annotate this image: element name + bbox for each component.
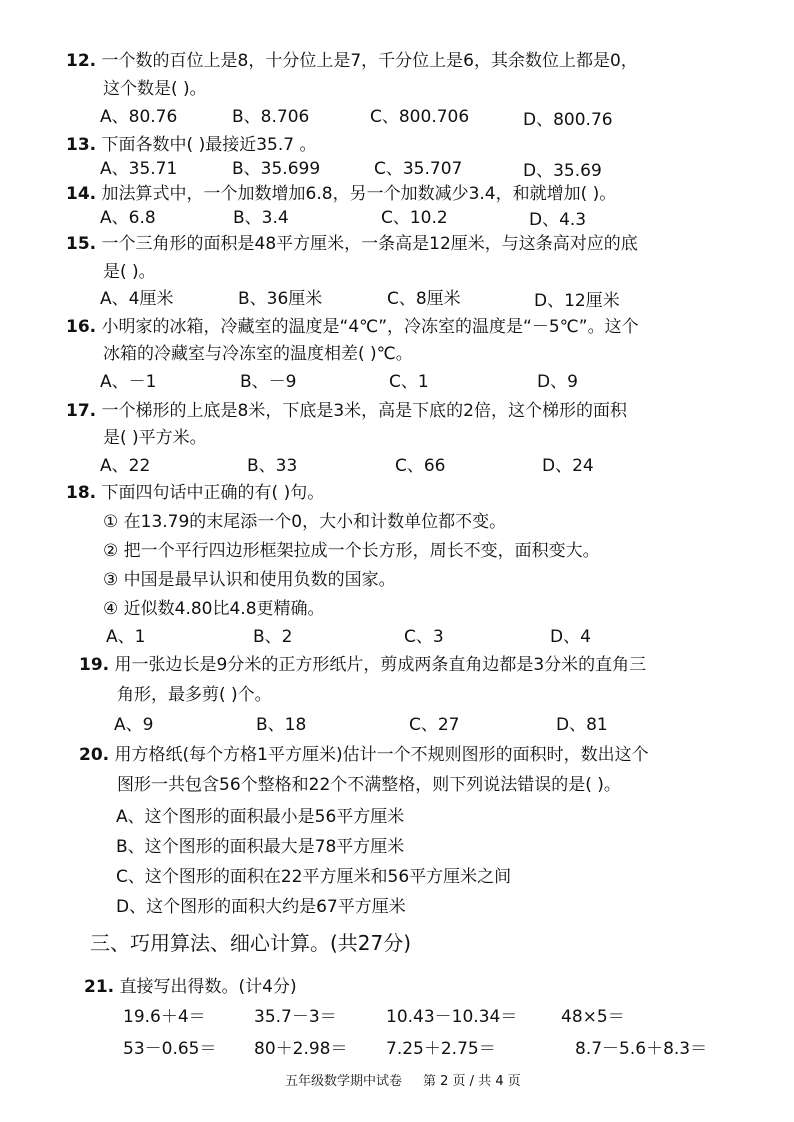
question-19-line-1 bbox=[79, 654, 646, 676]
statement-4: ④ 近似数4.80比4.8更精确。 bbox=[103, 599, 325, 619]
question-text: 用方格纸(每个方格1平方厘米)估计一个不规则图形的面积时，数出这个 bbox=[114, 745, 649, 765]
option-c: C、10.2 bbox=[381, 208, 448, 228]
question-number: 18. bbox=[66, 483, 97, 503]
option-b: B、8.706 bbox=[232, 107, 310, 127]
option-c: C、66 bbox=[395, 456, 446, 476]
footer-exam-name: 五年级数学期中试卷 bbox=[285, 1074, 403, 1089]
question-15-line-2: 是( )。 bbox=[103, 262, 156, 282]
question-text: 加法算式中，一个加数增加6.8，另一个加数减少3.4，和就增加( )。 bbox=[101, 184, 617, 204]
question-13-line-1 bbox=[66, 134, 316, 156]
option-c: C、800.706 bbox=[370, 107, 470, 127]
option-a: A、9 bbox=[114, 715, 154, 735]
calc-item: 53－0.65＝ bbox=[123, 1039, 217, 1059]
option-d: D、81 bbox=[556, 715, 608, 735]
option-d: D、35.69 bbox=[523, 161, 602, 181]
option-b: B、18 bbox=[256, 715, 307, 735]
calc-item: 19.6＋4＝ bbox=[123, 1007, 206, 1027]
question-text: 下面四句话中正确的有( )句。 bbox=[101, 483, 325, 503]
option-b: B、2 bbox=[253, 627, 293, 647]
question-16-line-1 bbox=[66, 316, 639, 338]
question-number: 16. bbox=[66, 317, 97, 337]
option-d: D、9 bbox=[537, 372, 578, 392]
question-16-line-2: 冰箱的冷藏室与冷冻室的温度相差( )℃。 bbox=[103, 344, 413, 364]
option-c: C、8厘米 bbox=[387, 289, 461, 309]
option-d: D、4.3 bbox=[529, 210, 587, 230]
statement-1: ① 在13.79的末尾添一个0，大小和计数单位都不变。 bbox=[103, 512, 507, 532]
option-d: D、24 bbox=[542, 456, 594, 476]
question-number: 21. bbox=[84, 977, 115, 997]
statement-3: ③ 中国是最早认识和使用负数的国家。 bbox=[103, 570, 396, 590]
option-a: A、这个图形的面积最小是56平方厘米 bbox=[116, 807, 405, 827]
statement-2: ② 把一个平行四边形框架拉成一个长方形，周长不变，面积变大。 bbox=[103, 541, 600, 561]
question-text: 小明家的冰箱，冷藏室的温度是“4℃”，冷冻室的温度是“－5℃”。这个 bbox=[101, 317, 639, 337]
question-text: 用一张边长是9分米的正方形纸片，剪成两条直角边都是3分米的直角三 bbox=[114, 655, 647, 675]
question-text: 一个梯形的上底是8米，下底是3米，高是下底的2倍，这个梯形的面积 bbox=[101, 401, 627, 421]
option-a: A、4厘米 bbox=[100, 289, 174, 309]
question-20-line-1 bbox=[79, 744, 649, 766]
question-number: 13. bbox=[66, 135, 97, 155]
question-20-line-2: 图形一共包含56个整格和22个不满整格，则下列说法错误的是( )。 bbox=[117, 775, 621, 795]
option-b: B、35.699 bbox=[232, 159, 321, 179]
section-3-title: 三、巧用算法、细心计算。(共27分) bbox=[90, 931, 412, 955]
footer-page-number: 第 2 页 / 共 4 页 bbox=[423, 1074, 521, 1089]
option-c: C、这个图形的面积在22平方厘米和56平方厘米之间 bbox=[116, 867, 512, 887]
option-a: A、1 bbox=[106, 627, 146, 647]
question-14-line-1 bbox=[66, 183, 616, 205]
option-b: B、33 bbox=[247, 456, 298, 476]
option-d: D、这个图形的面积大约是67平方厘米 bbox=[116, 897, 406, 917]
option-b: B、3.4 bbox=[233, 208, 289, 228]
question-12-line-1 bbox=[66, 50, 638, 72]
question-number: 12. bbox=[66, 51, 97, 71]
question-number: 15. bbox=[66, 234, 97, 254]
option-a: A、6.8 bbox=[100, 208, 156, 228]
question-12-line-2: 这个数是( )。 bbox=[103, 79, 207, 99]
option-d: D、4 bbox=[550, 627, 591, 647]
option-b: B、这个图形的面积最大是78平方厘米 bbox=[116, 837, 405, 857]
calc-item: 8.7－5.6＋8.3＝ bbox=[575, 1039, 708, 1059]
calc-item: 80＋2.98＝ bbox=[254, 1039, 348, 1059]
option-d: D、800.76 bbox=[523, 110, 613, 130]
calc-item: 10.43－10.34＝ bbox=[386, 1007, 518, 1027]
option-a: A、35.71 bbox=[100, 159, 178, 179]
option-c: C、35.707 bbox=[374, 159, 463, 179]
question-21-line-1 bbox=[84, 976, 297, 998]
question-text: 下面各数中( )最接近35.7 。 bbox=[101, 135, 317, 155]
option-c: C、1 bbox=[389, 372, 429, 392]
option-b: B、－9 bbox=[240, 372, 297, 392]
question-number: 14. bbox=[66, 184, 97, 204]
option-a: A、80.76 bbox=[100, 107, 178, 127]
calc-item: 48×5＝ bbox=[561, 1007, 625, 1027]
option-b: B、36厘米 bbox=[238, 289, 323, 309]
question-18-line-1 bbox=[66, 482, 324, 504]
question-19-line-2: 角形，最多剪( )个。 bbox=[117, 685, 272, 705]
question-number: 19. bbox=[79, 655, 110, 675]
question-15-line-1 bbox=[66, 233, 638, 255]
option-a: A、－1 bbox=[100, 372, 157, 392]
option-c: C、27 bbox=[409, 715, 460, 735]
option-d: D、12厘米 bbox=[534, 291, 620, 311]
question-17-line-2: 是( )平方米。 bbox=[103, 428, 207, 448]
calc-item: 7.25＋2.75＝ bbox=[386, 1039, 496, 1059]
calc-item: 35.7－3＝ bbox=[254, 1007, 337, 1027]
question-text: 一个数的百位上是8，十分位上是7，千分位上是6，其余数位上都是0， bbox=[101, 51, 638, 71]
question-text: 一个三角形的面积是48平方厘米，一条高是12厘米，与这条高对应的底 bbox=[101, 234, 638, 254]
option-c: C、3 bbox=[404, 627, 444, 647]
option-a: A、22 bbox=[100, 456, 151, 476]
question-number: 17. bbox=[66, 401, 97, 421]
question-number: 20. bbox=[79, 745, 110, 765]
question-text: 直接写出得数。(计4分) bbox=[119, 977, 297, 997]
question-17-line-1 bbox=[66, 400, 627, 422]
